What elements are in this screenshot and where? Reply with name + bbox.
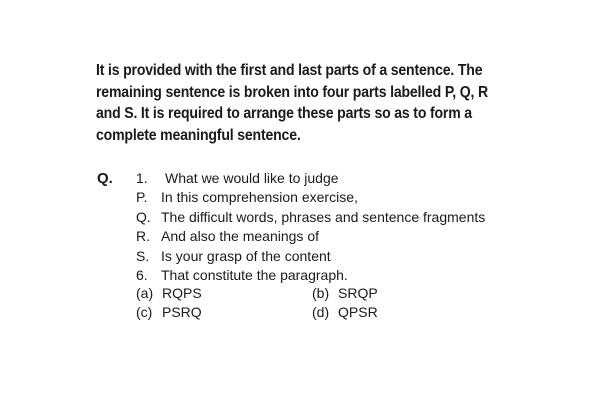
- part-key: 1.: [136, 170, 148, 186]
- part-key: S.: [136, 247, 150, 264]
- question-label: Q.: [97, 170, 113, 187]
- part-text: That constitute the paragraph.: [161, 267, 348, 284]
- sentence-part-s: [136, 247, 485, 266]
- instruction-line: and S. It is required to arrange these parts so as to form a: [96, 105, 472, 122]
- option-text: QPSR: [338, 304, 378, 321]
- sentence-parts-list: [136, 169, 485, 285]
- sentence-part-p: [136, 188, 485, 207]
- option-c[interactable]: [136, 303, 312, 322]
- part-key: P.: [136, 189, 148, 206]
- option-text: SRQP: [338, 285, 378, 301]
- sentence-part-first: [136, 169, 485, 188]
- part-text: What we would like to judge: [165, 170, 339, 186]
- sentence-part-q: [136, 208, 485, 227]
- instruction-line: complete meaningful sentence.: [96, 126, 301, 144]
- sentence-part-last: [136, 266, 485, 285]
- options-row: [136, 303, 488, 322]
- option-d[interactable]: [312, 303, 488, 322]
- option-a[interactable]: [136, 284, 312, 303]
- option-key: (a): [136, 285, 154, 301]
- options-row: [136, 284, 488, 303]
- option-text: PSRQ: [162, 304, 202, 321]
- part-text: Is your grasp of the content: [161, 247, 331, 264]
- instruction-line: It is provided with the first and last parts of a sentence. The: [96, 62, 483, 79]
- part-key: 6.: [136, 267, 148, 284]
- sentence-part-r: [136, 227, 485, 246]
- instruction-line: remaining sentence is broken into four parts labelled P, Q, R: [96, 83, 488, 101]
- part-text: In this comprehension exercise,: [161, 189, 358, 206]
- option-text: RQPS: [162, 285, 202, 301]
- answer-options: [136, 284, 488, 323]
- part-key: R.: [136, 228, 150, 245]
- part-text: The difficult words, phrases and sentence fragments: [161, 208, 486, 225]
- option-key: (b): [312, 285, 330, 301]
- part-key: Q.: [136, 208, 151, 225]
- option-key: (c): [136, 304, 153, 321]
- instruction-paragraph: [96, 60, 518, 146]
- option-key: (d): [312, 304, 330, 321]
- part-text: And also the meanings of: [161, 228, 319, 245]
- option-b[interactable]: [312, 284, 488, 303]
